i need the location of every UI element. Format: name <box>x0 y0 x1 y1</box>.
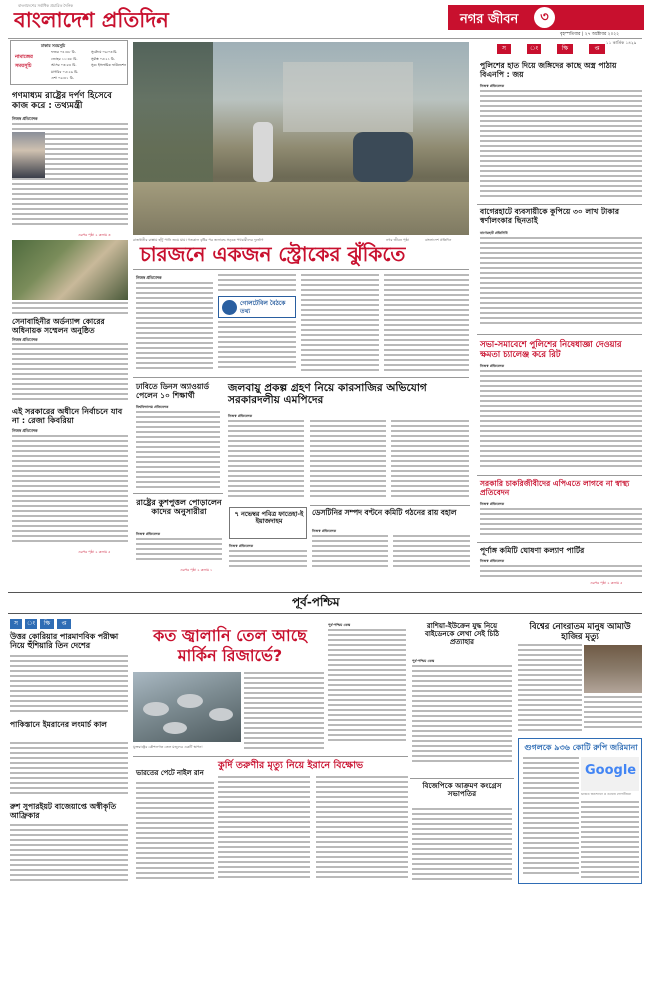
headline-rally-writ: সভা-সমাবেশে পুলিশের নিষেধাজ্ঞা দেওয়ার ক্ষমতা চ্যালেঞ্জ করে রিট <box>480 339 622 359</box>
headline-russia-ukraine: রাশিয়া-ইউক্রেন যুদ্ধ নিয়ে বাইডেনকে লেখা সেই চিঠি প্রত্যাহার <box>424 622 500 647</box>
headline-jobs: সরকারি চাকরিজীবীদের এপিএতে লাগবে না স্বাস্থ্য প্রতিবেদন <box>480 479 630 497</box>
headline-climate: জলবায়ু প্রকল্প গ্রহণ নিয়ে কারসাজির অভিযোগ সরকারদলীয় এমপিদের <box>228 382 427 407</box>
byline: নিজস্ব প্রতিবেদক <box>12 337 38 342</box>
headline-nkorea: উত্তর কোরিয়ার পারমাণবিক পরীক্ষা নিয়ে হুঁশিয়ারি তিন দেশের <box>10 632 119 650</box>
body-text <box>523 757 579 881</box>
brain-icon <box>222 300 237 315</box>
oil-photo-caption: যুক্তরাষ্ট্রের কৌশলগত তেল মজুদের একটি স্থাপনা <box>133 745 203 749</box>
photo-caption <box>12 302 128 316</box>
byline: নিজস্ব প্রতিবেদক <box>136 275 162 280</box>
prayer-row-right: সূত্র: ইসলামিক ফাউন্ডেশন <box>91 63 126 67</box>
body-text <box>244 672 324 752</box>
prayer-row: ফজর ০৪:৪৮ মি. <box>51 50 76 54</box>
byline: নিজস্ব প্রতিবেদক <box>480 559 505 563</box>
body-text <box>136 282 213 372</box>
body-text <box>12 343 128 405</box>
byline: নিজস্ব প্রতিবেদক <box>12 116 38 121</box>
body-text <box>412 808 512 884</box>
body-text <box>412 665 512 765</box>
brief-tag-letter: ক্ষি <box>40 619 54 629</box>
google-photo-caption: ভারতে জনসংখ্যা ও তথ্যের গোপনীয়তা <box>581 792 632 796</box>
prayer-times-title: ঢাকার সময়সূচি <box>41 43 66 48</box>
army-photo <box>12 240 128 300</box>
body-text <box>136 538 222 566</box>
body-text <box>584 696 642 734</box>
prayer-label-2: সময়সূচি <box>15 63 32 69</box>
body-text <box>480 508 642 540</box>
body-text <box>10 824 128 884</box>
headline-fateha: ৭ নভেম্বর পবিত্র ফাতেহা-ই ইয়াজদাহম <box>234 510 304 526</box>
headline-army: সেনাবাহিনীর অর্ডন্যান্স কোরের অধিনায়ক সম্মেলন অনুষ্ঠিত <box>12 317 105 335</box>
brief-tag-letter: স <box>10 619 22 629</box>
photo-credit: বাংলাদেশ প্রতিদিন <box>425 238 452 242</box>
section-banner <box>448 5 644 30</box>
flood-photo-caption: রাজধানীর রাস্তায় হাঁটু পানি জমে যায়। গতকাল বৃষ্টির পর জলাবদ্ধ সড়কে পথচারীদের দুর্ভোগ <box>133 238 264 242</box>
roundtable-box <box>218 296 296 318</box>
headline-media: গণমাধ্যম রাষ্ট্রের দর্পণ হিসেবে কাজ করে : তথ্যমন্ত্রী <box>12 91 112 111</box>
logo-tagline: বাংলাদেশের সর্বাধিক প্রচারিত দৈনিক <box>18 3 73 8</box>
byline: নিজস্ব প্রতিবেদক <box>229 544 254 548</box>
byline: নিজস্ব প্রতিবেদক <box>480 84 505 88</box>
body-text <box>228 420 304 500</box>
byline: নিজস্ব প্রতিবেদক <box>312 529 337 533</box>
prayer-row: এশা ০৬:৪১ মি. <box>51 76 74 80</box>
body-text <box>310 420 386 500</box>
byline: পূর্ব-পশ্চিম ডেস্ক <box>328 623 351 627</box>
continued-note: এরপর পৃষ্ঠা ২ কলাম ৫ <box>590 581 623 585</box>
byline: বাগেরহাট প্রতিনিধি <box>480 231 508 235</box>
google-logo: Google <box>585 763 637 778</box>
section-title: নগর জীবন <box>460 12 519 27</box>
body-text <box>480 370 642 470</box>
brief-tag-letter: প্ত <box>57 619 71 629</box>
headline-south-africa: রুশ সুপারইয়ট বাজেয়াপ্তে অস্বীকৃতি আফ্রিকার <box>10 802 117 820</box>
date-line-hijri: ১১ কার্তিক ১৪২৯ <box>606 40 637 45</box>
body-text <box>480 237 642 331</box>
headline-pakistan: পাকিস্তানে ইমরানের লংমার্চ কাল <box>10 720 107 729</box>
body-text <box>328 629 406 745</box>
prayer-label-1: নামাজের <box>15 54 33 60</box>
body-text <box>384 274 469 372</box>
headline-election: এই সরকারের অধীনে নির্বাচনে যাব না : রেজা কিবরিয়া <box>12 407 123 426</box>
body-text <box>316 776 408 884</box>
brief-tag-row <box>477 42 642 56</box>
brief-tag-letter: ং <box>26 620 36 627</box>
byline: নিজস্ব প্রতিবেদক <box>136 532 161 536</box>
byline: পূর্ব-পশ্চিম ডেস্ক <box>412 659 435 663</box>
old-man-photo <box>584 645 642 693</box>
masthead <box>0 0 650 38</box>
google-fine-box <box>518 738 642 884</box>
headline-google-fine: গুগলকে ৯৩৬ কোটি রুপি জরিমানা <box>524 743 638 752</box>
prayer-row: আসর ০৩:৫৪ মি. <box>51 63 77 67</box>
brief-tag-row <box>10 618 110 630</box>
body-text <box>518 644 582 734</box>
body-text <box>480 90 642 202</box>
body-text <box>136 411 220 491</box>
continued-note: এরপর পৃষ্ঠা ২ কলাম ৫ <box>78 550 111 554</box>
headline-bjp: বিজেপিকে আক্রমণ কংগ্রেস সভাপতির <box>422 781 502 799</box>
photo-note: নগর জীবন পৃষ্ঠা <box>386 238 409 242</box>
headline-nile: ভারতের পেটে নাইল রান <box>136 769 204 777</box>
prayer-row-right: সূর্যাস্ত ০৫:২১ মি. <box>91 56 115 61</box>
date-line: বৃহস্পতিবার | ২৭ অক্টোবর ২০২২ <box>560 32 620 37</box>
section-title-east-west: পূর্ব-পশ্চিম <box>292 595 340 609</box>
page-number-circle: ৩ <box>534 7 555 28</box>
roundtable-label: গোলটেবিল বৈঠকে তথ্য <box>240 300 286 315</box>
body-text <box>10 742 128 798</box>
byline: নিজস্ব প্রতিবেদক <box>228 414 253 418</box>
headline-awards: ঢাবিতে ডিনস অ্যাওয়ার্ড পেলেন ১০ শিক্ষার্থী <box>136 382 210 400</box>
headline-effigy: রাষ্ট্রের কুশপুত্তল পোড়ালেন কাদের অনুসারীরা <box>136 498 222 517</box>
body-text <box>391 420 469 500</box>
headline-bagerhat: বাগেরহাটে ব্যবসায়ীকে কুপিয়ে ৩০ লাখ টাকার স্বর্ণালংকার ছিনতাই <box>480 207 620 225</box>
body-text <box>218 321 296 371</box>
flood-photo <box>133 42 469 235</box>
headline-kurd: কুর্দি তরুণীর মৃত্যু নিয়ে ইরানে বিক্ষোভ <box>218 760 364 771</box>
prayer-row: মাগরিব ০৫:২৬ মি. <box>51 69 79 74</box>
continued-note: এরপর পৃষ্ঠা ২ কলাম ৩ <box>78 233 111 237</box>
minister-photo <box>12 132 45 178</box>
headline-kalyan-party: পূর্ণাঙ্গ কমিটি ঘোষণা কল্যাণ পার্টির <box>480 546 585 555</box>
brief-tag-letter: ং <box>527 44 541 54</box>
byline: নিজস্ব প্রতিবেদক <box>12 428 38 433</box>
byline: বিশ্ববিদ্যালয় প্রতিবেদক <box>136 405 169 409</box>
headline-oil-reserve: কত জ্বালানি তেল আছে মার্কিন রিজার্ভে? <box>153 626 307 665</box>
body-text <box>229 550 307 572</box>
body-text <box>10 655 128 717</box>
headline-dirty-man: বিশ্বের নোংরাতম মানুষ আমাউ হাজির মৃত্যু <box>529 621 631 641</box>
brief-tag-letter: স <box>497 44 511 54</box>
prayer-row: জোহর ১১:৪৮ মি. <box>51 56 78 61</box>
body-text <box>393 535 470 573</box>
fateha-box <box>229 507 307 539</box>
byline: নিজস্ব প্রতিবেদক <box>480 364 505 368</box>
continued-note: এরপর পৃষ্ঠা ২ কলাম ১ <box>180 568 213 572</box>
body-text <box>218 274 296 294</box>
body-text <box>312 535 388 573</box>
oil-tanks-photo <box>133 672 241 742</box>
prayer-row-right: সূর্যোদয় ০৬:০৩ মি. <box>91 50 118 54</box>
headline-stroke: চারজনে একজন স্ট্রোকের ঝুঁকিতে <box>140 242 406 266</box>
prayer-times-box <box>10 40 128 85</box>
body-text <box>301 274 379 372</box>
byline: নিজস্ব প্রতিবেদক <box>480 502 505 506</box>
body-text <box>581 801 639 881</box>
body-text <box>136 782 214 884</box>
headline-destiny: ডেসটিনির সম্পদ বণ্টনে কমিটি গঠনের রায় বহাল <box>312 508 457 517</box>
newspaper-logo: বাংলাদেশ প্রতিদিন <box>14 7 169 32</box>
brief-tag-letter: প্ত <box>589 44 605 54</box>
body-text <box>12 435 128 547</box>
body-text <box>218 776 310 884</box>
google-logo-panel <box>581 757 639 791</box>
brief-tag-letter: ক্ষি <box>557 44 573 54</box>
headline-police-bnp: পুলিশের হাত দিয়ে জঙ্গিদের কাছে অস্ত্র পাঠায় বিএনপি : জয় <box>480 61 617 79</box>
